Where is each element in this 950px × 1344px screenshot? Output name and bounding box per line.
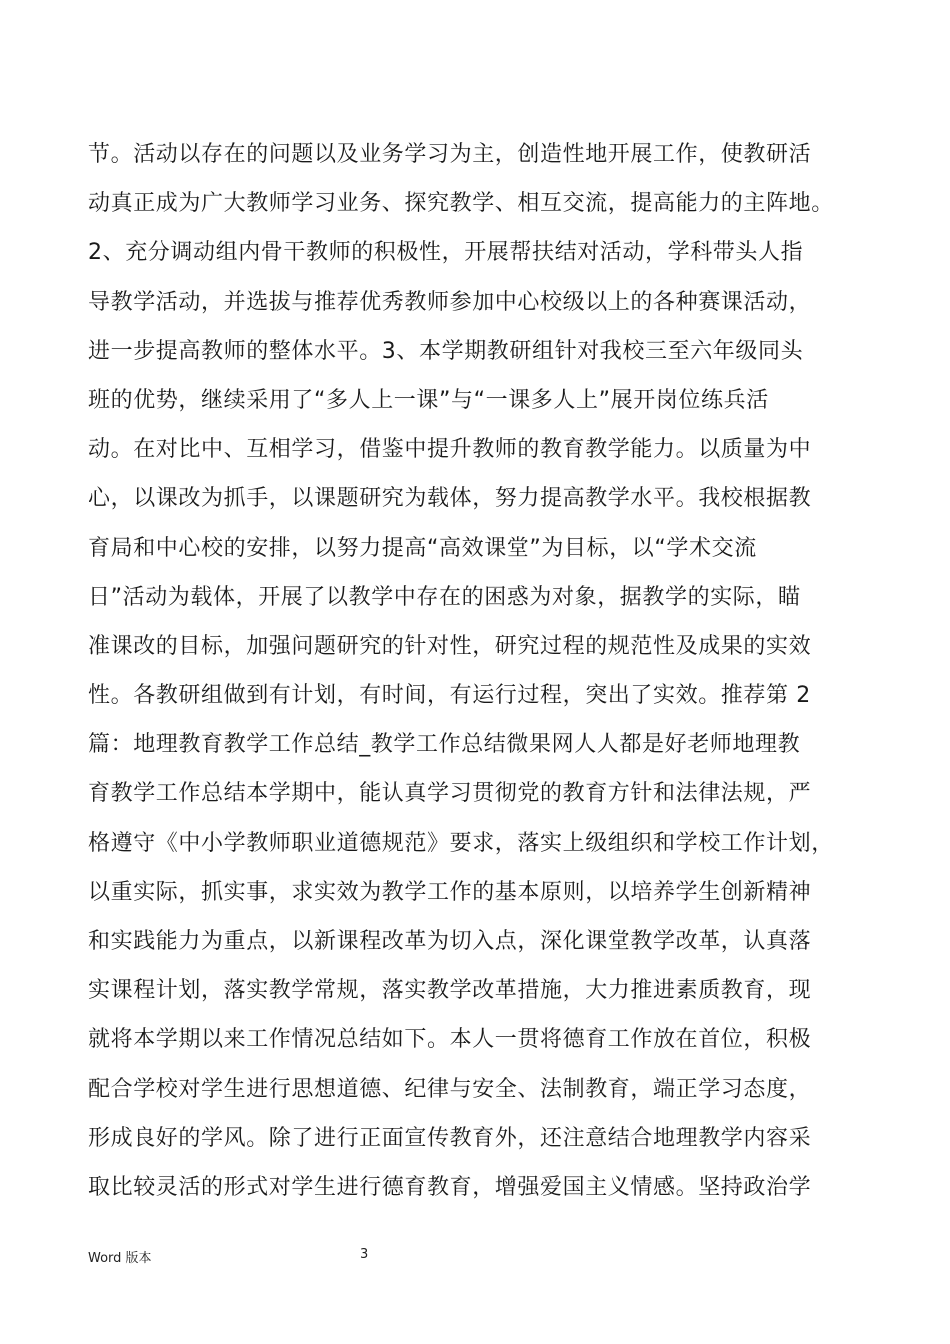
text-line: 准课改的目标，加强问题研究的针对性，研究过程的规范性及成果的实效 [88,633,812,659]
text-line: 2、充分调动组内骨干教师的积极性，开展帮扶结对活动，学科带头人指 [88,240,804,266]
text-line: 班的优势，继续采用了“多人上一课”与“一课多人上”展开岗位练兵活 [88,387,769,413]
text-line: 实课程计划，落实教学常规，落实教学改革措施，大力推进素质教育，现 [88,978,812,1004]
text-line: 动真正成为广大教师学习业务、探究教学、相互交流，提高能力的主阵地。 [88,191,834,217]
text-line: 配合学校对学生进行思想道德、纪律与安全、法制教育，端正学习态度， [88,1076,812,1102]
text-line: 育局和中心校的安排，以努力提高“高效课堂”为目标，以“学术交流 [88,535,757,561]
text-line: 和实践能力为重点，以新课程改革为切入点，深化课堂教学改革，认真落 [88,929,812,954]
text-line: 心，以课改为抓手，以课题研究为载体，努力提高教学水平。我校根据教 [88,486,812,512]
text-line: 导教学活动，并选拔与推荐优秀教师参加中心校级以上的各种赛课活动， [88,289,812,315]
page-number: 3 [360,1247,369,1262]
text-line: 取比较灵活的形式对学生进行德育教育，增强爱国主义情感。坚持政治学 [88,1174,812,1200]
text-line: 育教学工作总结本学期中，能认真学习贯彻党的教育方针和法律法规，严 [88,781,812,807]
body-text [88,130,878,1212]
text-line: 动。在对比中、互相学习，借鉴中提升教师的教育教学能力。以质量为中 [88,437,812,463]
text-line: 进一步提高教师的整体水平。3、本学期教研组针对我校三至六年级同头 [88,338,804,364]
text-line: 性。各教研组做到有计划，有时间，有运行过程，突出了实效。推荐第 2 [88,683,811,709]
footer-label: Word 版本 [88,1251,152,1266]
text-line: 以重实际，抓实事，求实效为教学工作的基本原则，以培养学生创新精神 [88,879,812,905]
text-line: 篇：地理教育教学工作总结_教学工作总结微果网人人都是好老师地理教 [88,732,801,758]
text-line: 节。活动以存在的问题以及业务学习为主，创造性地开展工作，使教研活 [88,142,812,167]
text-line: 就将本学期以来工作情况总结如下。本人一贯将德育工作放在首位，积极 [88,1027,812,1053]
text-line: 格遵守《中小学教师职业道德规范》要求，落实上级组织和学校工作计划， [88,830,834,856]
text-line: 形成良好的学风。除了进行正面宣传教育外，还注意结合地理教学内容采 [88,1125,812,1151]
text-line: 日”活动为载体，开展了以教学中存在的困惑为对象，据教学的实际，瞄 [88,584,801,610]
